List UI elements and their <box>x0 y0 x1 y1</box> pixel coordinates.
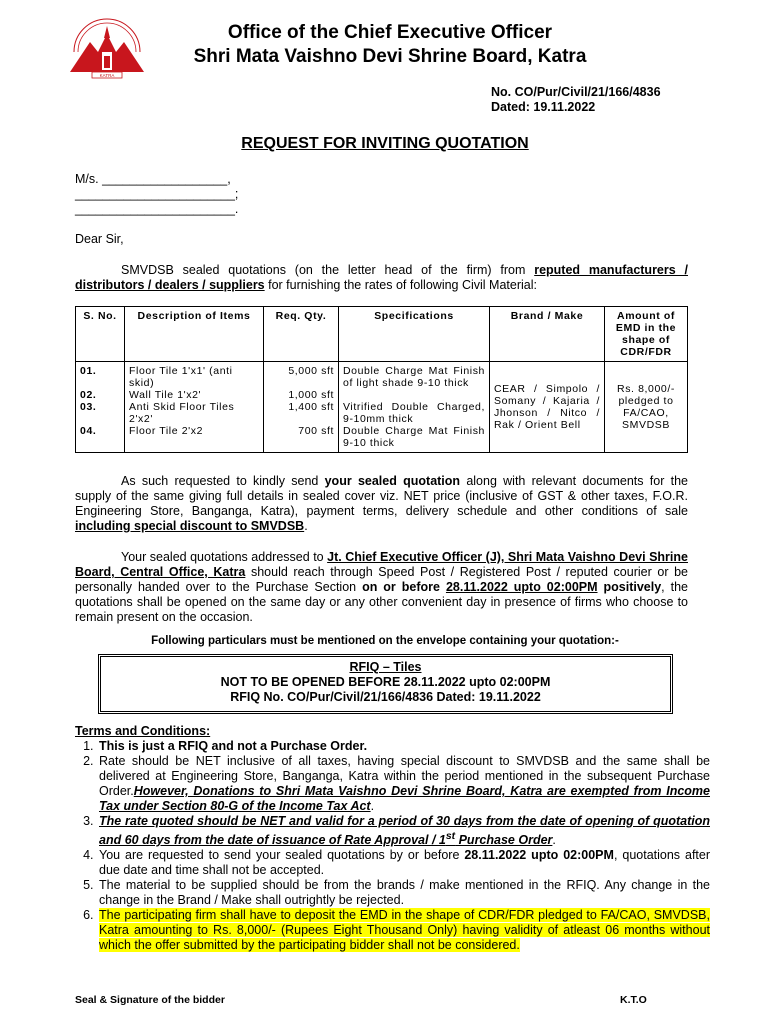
header-description: Description of Items <box>125 307 264 362</box>
para-bold-underlined: Jt. Chief Executive Officer (J), Shri Mata Vaishno Devi Shrine Board, Central Office, Katra <box>75 550 688 579</box>
row-quantity: 1,400 sft <box>288 401 334 413</box>
header-quantity: Req. Qty. <box>264 307 339 362</box>
paragraph-sealed-quotation <box>75 474 688 534</box>
term-item <box>97 754 710 814</box>
salutation: Dear Sir, <box>75 232 124 246</box>
term-text: The material to be supplied should be from the brands / make mentioned in the RFIQ. Any change in the change in the Brand / Make shall outrightly be rejected. <box>99 878 710 908</box>
emd-amount: Rs. 8,000/- pledged to FA/CAO, SMVDSB <box>617 383 675 431</box>
row-description: Wall Tile 1'x2' <box>129 389 202 401</box>
table-header-row <box>76 307 688 362</box>
board-title: Shri Mata Vaishno Devi Shrine Board, Katra <box>193 46 587 67</box>
materials-table <box>75 306 688 453</box>
envelope-line: RFIQ No. CO/Pur/Civil/21/166/4836 Dated: 19.11.2022 <box>230 690 541 704</box>
header-emd: Amount of EMD in the shape of CDR/FDR <box>605 307 688 362</box>
para-text: should reach through Speed Post / Registered Post / reputed courier or be personally handed over to the Purchase Section <box>75 565 688 594</box>
addressee-line: _______________________. <box>75 202 239 216</box>
addressee-block <box>75 172 238 217</box>
row-description: Floor Tile 1'x1' (anti skid) <box>129 365 233 389</box>
addressee-line: _______________________; <box>75 187 239 201</box>
reference-date: Dated: 19.11.2022 <box>491 100 596 114</box>
row-specification: Vitrified Double Charged, 9-10mm thick <box>343 401 485 425</box>
row-quantity: 5,000 sft <box>288 365 334 377</box>
term-text: . <box>370 799 375 813</box>
term-text: This is just a RFIQ and not a Purchase Order. <box>99 739 368 753</box>
table-body-emd <box>605 362 688 453</box>
intro-text: SMVDSB sealed quotations (on the letter head of the firm) from <box>121 263 535 277</box>
table-row <box>76 362 688 453</box>
table-body-description <box>125 362 264 453</box>
intro-text: for furnishing the rates of following Civil Material: <box>264 278 537 292</box>
term-item <box>97 878 710 908</box>
para-bold: on or before <box>362 580 446 594</box>
row-description: Floor Tile 2'x2 <box>129 425 204 437</box>
envelope-instruction: Following particulars must be mentioned on the envelope containing your quotation:- <box>151 635 619 647</box>
para-text: Your sealed quotations addressed to <box>121 550 328 564</box>
row-number: 04. <box>80 425 97 437</box>
term-superscript: st <box>445 831 456 842</box>
reference-number: No. CO/Pur/Civil/21/166/4836 <box>491 85 661 99</box>
para-text: along with relevant documents for the supply of the same giving full details in sealed cover viz. NET price (inclusive of GST & other taxes, F.O.R. Engineering Store, Banganga, Katra), payment terms, delivery schedule and other conditions of sale <box>75 474 688 518</box>
terms-list <box>75 739 710 953</box>
row-number: 03. <box>80 401 97 413</box>
para-bold: positively <box>597 580 662 594</box>
kto-label: K.T.O <box>620 994 647 1006</box>
svg-text:KATRA: KATRA <box>99 73 115 78</box>
envelope-box <box>98 654 673 714</box>
row-number: 01. <box>80 365 97 377</box>
row-quantity: 1,000 sft <box>288 389 334 401</box>
term-deadline: 28.11.2022 upto 02:00PM <box>464 848 614 863</box>
header-sno: S. No. <box>76 307 125 362</box>
table-body-quantity <box>264 362 339 453</box>
terms-title: Terms and Conditions: <box>75 724 211 738</box>
term-exemption: However, Donations to Shri Mata Vaishno Devi Shrine Board, Katra are exempted from Income Tax under Section 80-G of the Income Tax Act <box>99 784 710 813</box>
reference-block <box>491 85 661 115</box>
addressee-line: M/s. __________________, <box>75 172 231 186</box>
term-validity: Purchase Order <box>455 833 553 848</box>
para-bold-underlined: including special discount to SMVDSB <box>75 519 305 533</box>
envelope-line: RFIQ – Tiles <box>349 660 422 674</box>
term-text: , quotations after due date and time shall not be accepted. <box>99 848 711 878</box>
para-text: . <box>304 519 308 533</box>
brand-list: CEAR / Simpolo / Somany / Kajaria / Jhonson / Nitco / Rak / Orient Bell <box>494 383 600 431</box>
para-bold-underlined: 28.11.2022 upto 02:00PM <box>445 580 598 594</box>
term-item <box>97 814 710 848</box>
row-specification: Double Charge Mat Finish of light shade 9-10 thick <box>343 365 485 389</box>
intro-paragraph <box>75 263 688 293</box>
table-body-sno <box>76 362 125 453</box>
term-text: You are requested to send your sealed quotations by or before <box>99 848 465 863</box>
paragraph-submission <box>75 550 688 625</box>
table-body-brand <box>490 362 605 453</box>
header-specifications: Specifications <box>339 307 490 362</box>
term-emd-highlighted: The participating firm shall have to deposit the EMD in the shape of CDR/FDR pledged to FA/CAO, SMVDSB, Katra amounting to Rs. 8,000/- (Rupees Eight Thousand Only) having validity of atleast 06 months without which the offer submitted by the participating bidder shall not be considered. <box>99 908 710 953</box>
envelope-line: NOT TO BE OPENED BEFORE 28.11.2022 upto 02:00PM <box>220 675 551 689</box>
row-number: 02. <box>80 389 97 401</box>
term-item <box>97 739 710 754</box>
term-item <box>97 848 710 878</box>
row-quantity: 700 sft <box>298 425 334 437</box>
table-body-specifications <box>339 362 490 453</box>
office-title: Office of the Chief Executive Officer <box>227 22 553 43</box>
term-text: . <box>552 833 556 848</box>
term-item <box>97 908 710 953</box>
para-bold: your sealed quotation <box>324 474 461 488</box>
signature-label: Seal & Signature of the bidder <box>75 994 225 1006</box>
para-text: As such requested to kindly send <box>121 474 325 488</box>
row-specification: Double Charge Mat Finish 9-10 thick <box>343 425 485 449</box>
intro-suppliers: reputed manufacturers / distributors / dealers / suppliers <box>75 263 688 292</box>
header-brand: Brand / Make <box>490 307 605 362</box>
row-description: Anti Skid Floor Tiles 2'x2' <box>129 401 235 425</box>
para-text: , the quotations shall be opened on the same day or any other convenient day in presence of firms who choose to remain present on the occasion. <box>75 580 688 624</box>
shrine-board-logo-icon <box>62 12 152 82</box>
document-subject: REQUEST FOR INVITING QUOTATION <box>241 135 529 152</box>
term-validity: The rate quoted should be NET and valid for a period of 30 days from the date of opening of quotation and 60 days from the date of issuance of Rate Approval / 1 <box>99 814 710 848</box>
term-text: Rate should be NET inclusive of all taxes, having special discount to SMVDSB and the same shall be delivered at Engineering Store, Banganga, Katra within the period mentioned in the subsequent Purchase Order. <box>99 754 710 798</box>
